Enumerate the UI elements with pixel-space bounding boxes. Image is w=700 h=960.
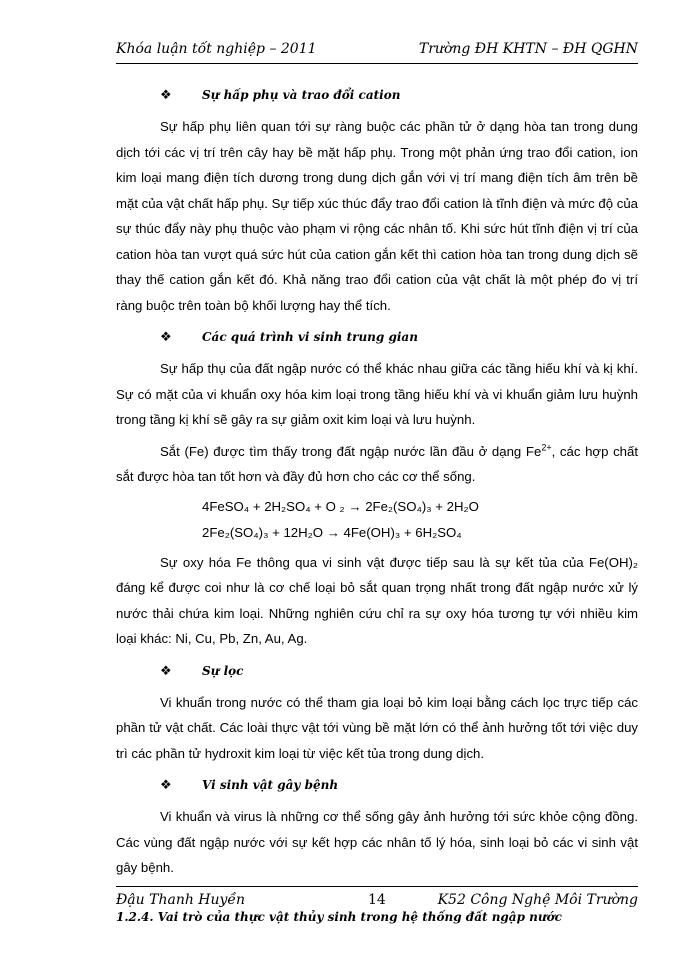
footer-department: K52 Công Nghệ Môi Trường [437,892,638,908]
heading-adsorption [116,82,638,108]
paragraph-iron [116,439,638,490]
heading-text: Các quá trình vi sinh trung gian [202,330,418,344]
section-heading-124: 1.2.4. Vai trò của thực vật thủy sinh trong hệ thống đất ngập nước [116,909,562,924]
iron-text-start: Sắt (Fe) được tìm thấy trong đất ngập nước lần đầu ở dạng Fe [160,443,542,459]
equation-1: 4FeSO₄ + 2H₂SO₄ + O ₂ → 2Fe₂(SO₄)₃ + 2H₂O [202,498,479,514]
paragraph: Vi khuẩn trong nước có thể tham gia loại bỏ kim loại bằng cách lọc trực tiếp các phần tử vật chất. Các loài thực vật tới vùng bề mặt lớn có thể ảnh hưởng tốt tới việc duy trì các phần tử hydroxit kim loại từ việc kết tủa trong dung dịch. [116,694,638,761]
page-number: 14 [368,892,386,908]
heading-microbial [116,324,638,350]
paragraph: Sự oxy hóa Fe thông qua vi sinh vật được tiếp sau là sự kết tủa của Fe(OH)₂ đáng kể được coi như là cơ chế loại bỏ sắt quan trọng nhất trong đất ngập nước xử lý nước thải chứa kim loại. Những nghiên cứu chỉ ra sự oxy hóa tương tự với nhiều kim loại khác: Ni, Cu, Pb, Zn, Au, Ag. [116,554,638,646]
heading-text: Sự hấp phụ và trao đổi cation [202,88,401,102]
heading-text: Vi sinh vật gây bệnh [202,778,339,792]
footer-author: Đậu Thanh Huyền [116,892,246,908]
footer-rule [116,886,638,887]
bullet-icon: ❖ [160,88,172,103]
paragraph: Vi khuẩn và virus là những cơ thể sống gây ảnh hưởng tới sức khỏe cộng đồng. Các vùng đất ngập nước với sự kết hợp các nhân tố lý hóa, sinh loại bỏ các vi sinh vật gây bệnh. [116,809,638,875]
iron-charge: 2+ [541,442,552,453]
equation-2: 2Fe₂(SO₄)₃ + 12H₂O → 4Fe(OH)₃ + 6H₂SO₄ [202,524,462,540]
heading-filtration [116,658,638,684]
bullet-icon: ❖ [160,330,172,345]
iron-text-end: , các hợp chất sắt được hòa tan tốt hơn và đầy đủ hơn cho các cơ thể sống. [116,443,638,484]
header-left: Khóa luận tốt nghiệp – 2011 [116,41,317,57]
header-rule [116,63,638,64]
paragraph: Sự hấp phụ liên quan tới sự ràng buộc các phần tử ở dạng hòa tan trong dung dịch tới các vị trí trên cây hay bề mặt hấp phụ. Trong một phản ứng trao đổi cation, ion kim loại mang điện tích dương trong dung dịch gắn với vị trí mang điện tích âm trên bề mặt của vật chất hấp phụ. Sự tiếp xúc thúc đẩy trao đổi cation là tĩnh điện và mức độ của sự thúc đẩy này phụ thuộc vào phạm vi rộng các nhân tố. Khi sức hút tĩnh điện vị trí của cation hòa tan vượt quá sức hút của cation gắn kết thì cation hòa tan trong dung dịch sẽ thay thế cation gắn kết đó. Khả năng trao đổi cation của vật chất là một phép đo vị trí ràng buộc trên toàn bộ khối lượng hay thể tích. [116,119,638,313]
heading-pathogens [116,772,638,798]
bullet-icon: ❖ [160,663,172,679]
paragraph: Sự hấp thụ của đất ngập nước có thể khác nhau giữa các tầng hiếu khí và kị khí. Sự có mặt của vi khuẩn oxy hóa kim loại trong tầng hiếu khí và vi khuẩn giảm lưu huỳnh trong tầng kị khí sẽ gây ra sự giảm oxit kim loại và lưu huỳnh. [116,361,638,427]
page-body [116,82,638,930]
header-right: Trường ĐH KHTN – ĐH QGHN [418,41,638,57]
heading-text: Sự lọc [202,663,244,678]
bullet-icon: ❖ [160,778,172,793]
